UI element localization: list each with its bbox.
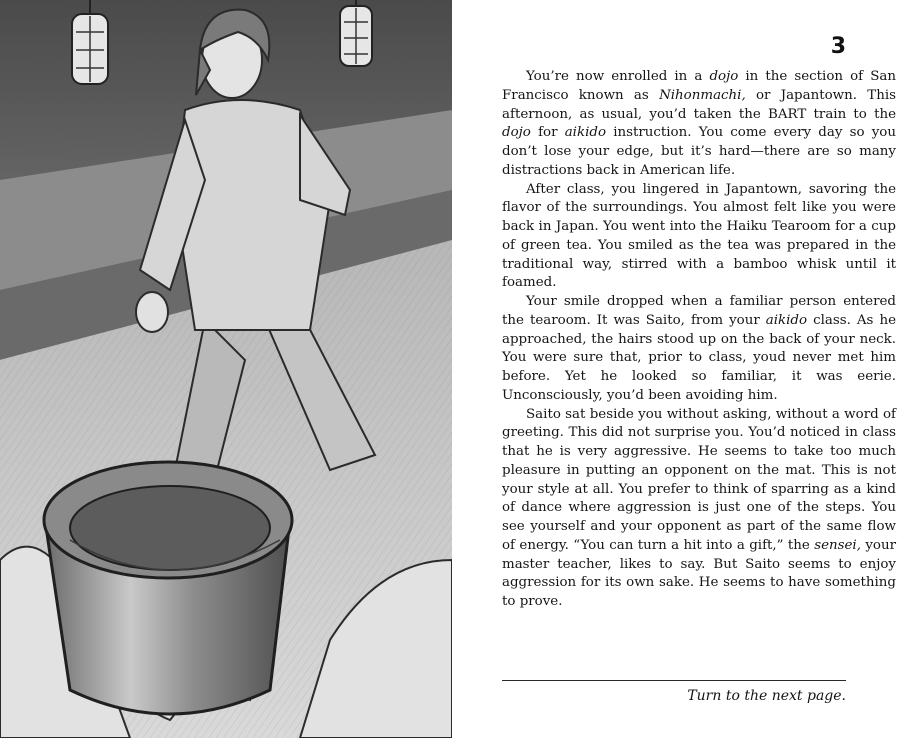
italic-term: aikido xyxy=(765,312,808,328)
italic-term: aikido xyxy=(564,125,606,141)
paragraph xyxy=(502,293,896,406)
text-run: After class, you lingered in Japantown, savoring the flavor of the surroundings. You almost felt like you were back in Japan. You went into the Haiku Tearoom for a cup of green tea. You smiled as the tea was prepared in the traditional way, stirred with a bamboo whisk until it foamed. xyxy=(502,181,896,291)
paragraph xyxy=(502,68,896,181)
paragraph xyxy=(502,181,896,294)
italic-term: dojo xyxy=(502,125,531,141)
text-page xyxy=(452,0,900,738)
tea-cup xyxy=(44,462,292,714)
italic-term: sensei, xyxy=(814,537,861,553)
paragraph xyxy=(502,406,896,612)
italic-term: dojo xyxy=(709,69,739,84)
text-run: Your smile dropped when a familiar person entered the tearoom. It was Saito, from your xyxy=(502,294,896,328)
text-run: your master teacher, likes to say. But Saito seems to enjoy aggression for its own sake. He seems to have something to prove. xyxy=(502,537,896,609)
text-run: instruction. You come every day so you don’t lose your edge, but it’s hard—there are so many distractions back in American life. xyxy=(502,125,896,178)
turn-page-instruction: Turn to the next page. xyxy=(687,688,846,704)
text-run: You’re now enrolled in a xyxy=(526,69,710,84)
text-run: in the section of San Francisco known as xyxy=(502,69,896,103)
text-run: Saito sat beside you without asking, without a word of greeting. This did not surprise you. You’d noticed in class that he is very aggressive. He seems to take too much pleasure in putting an opponent on the mat. This is not your style at all. You prefer to think of sparring as a kind of dance where aggression is just one of the steps. You see yourself and your opponent as part of the same flow of energy. “You can turn a hit into a gift,” the xyxy=(502,406,896,553)
text-run: class. As he approached, the hairs stood up on the back of your neck. You were sure that, prior to class, youd never met him before. Yet he looked so familiar, it was eerie. Unconsciously, you’d been avoiding him. xyxy=(502,312,896,403)
text-run: or Japantown. This afternoon, as usual, you’d taken the BART train to the xyxy=(502,87,897,122)
text-run: for xyxy=(530,125,565,141)
story-text xyxy=(502,68,896,612)
italic-term: Nihonmachi, xyxy=(659,87,746,103)
page-number: 3 xyxy=(830,34,846,59)
footer-rule xyxy=(502,680,846,681)
lantern-right xyxy=(340,0,372,66)
